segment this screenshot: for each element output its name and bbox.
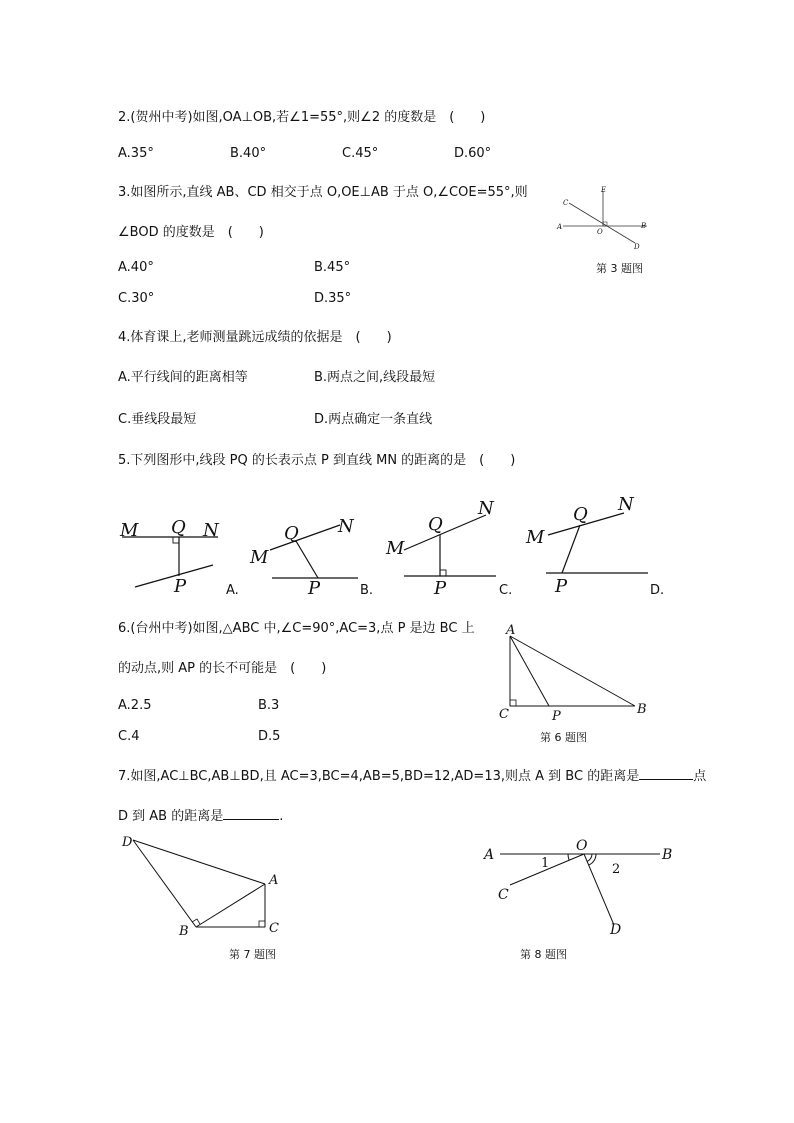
q8-caption: 第 8 题图	[520, 948, 567, 961]
q8-label-a: A	[484, 847, 495, 863]
q7-answer-blank-2[interactable]	[223, 806, 279, 820]
q4-option-a: A.平行线间的距离相等	[118, 370, 248, 385]
q7-stem-line1	[118, 766, 706, 785]
q5-letter-a: A.	[226, 583, 239, 598]
q5a-label-m: M	[120, 520, 139, 541]
q7-figure	[115, 830, 295, 945]
q5-figure-b	[249, 516, 358, 599]
q5-letter-d: D.	[650, 583, 665, 598]
q4-option-b: B.两点之间,线段最短	[314, 370, 436, 385]
q5d-label-p: P	[555, 576, 568, 597]
q6-stem-line1: 6.(台州中考)如图,△ABC 中,∠C=90°,AC=3,点 P 是边 BC 上	[118, 621, 475, 636]
q7-label-c: C	[269, 921, 279, 936]
q8-label-o: O	[576, 838, 588, 854]
q3-stem-line2: ∠BOD 的度数是 ( )	[118, 225, 264, 240]
q6-option-b: B.3	[258, 698, 280, 713]
q2-option-a: A.35°	[118, 146, 154, 161]
q3-option-a: A.40°	[118, 260, 154, 275]
q5-figure-a	[119, 517, 220, 597]
q6-label-a: A	[506, 623, 516, 638]
q7-stem-tail2: .	[279, 809, 284, 824]
q5c-label-m: M	[386, 538, 405, 559]
q5-figures	[0, 480, 794, 610]
q2-option-c: C.45°	[342, 146, 379, 161]
q7-caption: 第 7 题图	[229, 948, 276, 961]
q5b-label-p: P	[308, 578, 321, 599]
q2-option-d: D.60°	[454, 146, 492, 161]
q5a-label-p: P	[174, 576, 187, 597]
q8-angle-2: 2	[612, 862, 621, 877]
q7-stem-tail1: 点	[693, 769, 707, 784]
q5c-label-q: Q	[428, 514, 443, 535]
q2-option-b: B.40°	[230, 146, 267, 161]
q3-label-d: D	[634, 243, 640, 251]
q5-letter-b: B.	[360, 583, 374, 598]
q3-label-o: O	[597, 228, 603, 236]
q3-option-d: D.35°	[314, 291, 352, 306]
q8-label-b: B	[662, 847, 673, 863]
q6-caption: 第 6 题图	[540, 731, 587, 744]
q4-option-d: D.两点确定一条直线	[314, 412, 433, 427]
q7-label-d: D	[122, 835, 133, 850]
q5d-label-m: M	[526, 527, 545, 548]
q6-label-b: B	[637, 702, 647, 717]
q8-label-c: C	[498, 887, 509, 903]
q5b-label-m: M	[250, 547, 269, 568]
q7-stem-line1-text: 7.如图,AC⊥BC,AB⊥BD,且 AC=3,BC=4,AB=5,BD=12,AD=13,则点 A 到 BC 的距离是	[118, 769, 640, 784]
q5a-label-q: Q	[171, 517, 186, 538]
q4-option-c: C.垂线段最短	[118, 412, 197, 427]
q5-figure-d	[525, 494, 648, 597]
q5-stem: 5.下列图形中,线段 PQ 的长表示点 P 到直线 MN 的距离的是 ( )	[118, 453, 516, 468]
q5c-label-p: P	[434, 578, 447, 599]
q5-letter-c: C.	[499, 583, 513, 598]
q6-label-c: C	[499, 707, 509, 722]
q5b-label-q: Q	[284, 523, 299, 544]
q3-caption: 第 3 题图	[596, 262, 643, 275]
q3-label-a: A	[557, 223, 563, 231]
q4-stem: 4.体育课上,老师测量跳远成绩的依据是 ( )	[118, 330, 392, 345]
q8-angle-1: 1	[541, 856, 550, 871]
q7-stem-line2-text: D 到 AB 的距离是	[118, 809, 224, 824]
q5-figure-c	[385, 498, 496, 599]
q5a-label-n: N	[203, 520, 219, 541]
q5c-label-n: N	[478, 498, 494, 519]
q3-option-c: C.30°	[118, 291, 155, 306]
q2-stem: 2.(贺州中考)如图,OA⊥OB,若∠1=55°,则∠2 的度数是 ( )	[118, 110, 486, 125]
q3-option-b: B.45°	[314, 260, 351, 275]
q7-label-a: A	[269, 873, 279, 888]
q3-stem-line1: 3.如图所示,直线 AB、CD 相交于点 O,OE⊥AB 于点 O,∠COE=55°,则	[118, 185, 528, 200]
q6-figure	[495, 620, 665, 725]
q8-label-d: D	[610, 922, 622, 938]
q3-figure	[555, 185, 655, 255]
q5d-label-q: Q	[573, 504, 588, 525]
q7-label-b: B	[179, 924, 189, 939]
q3-label-b: B	[641, 222, 647, 230]
q5b-label-n: N	[338, 516, 354, 537]
q3-label-c: C	[563, 199, 569, 207]
q7-answer-blank-1[interactable]	[639, 766, 693, 780]
q6-option-a: A.2.5	[118, 698, 152, 713]
q8-figure	[480, 830, 680, 945]
q6-option-d: D.5	[258, 729, 281, 744]
q3-label-e: E	[601, 186, 607, 194]
q7-stem-line2	[118, 806, 283, 825]
q5d-label-n: N	[618, 494, 634, 515]
q6-stem-line2: 的动点,则 AP 的长不可能是 ( )	[118, 661, 327, 676]
q6-option-c: C.4	[118, 729, 140, 744]
q6-label-p: P	[552, 709, 561, 724]
